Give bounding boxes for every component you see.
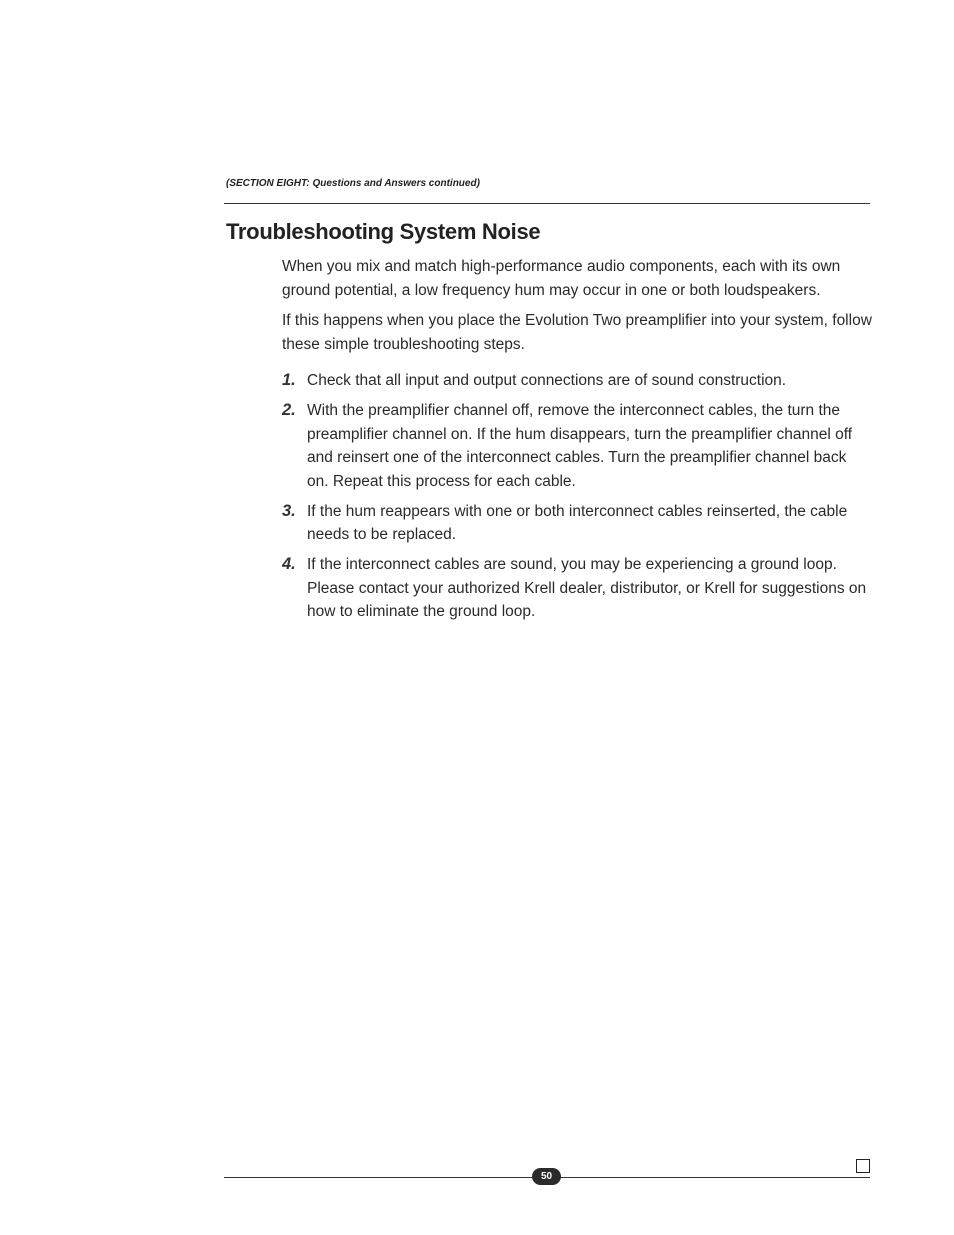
troubleshooting-steps-list (282, 369, 872, 630)
intro-paragraph: If this happens when you place the Evolution Two preamplifier into your system, follow these simple troubleshooting steps. (282, 312, 872, 353)
step-number: 2. (282, 401, 296, 419)
corner-marker (856, 1159, 870, 1173)
section-header: (SECTION EIGHT: Questions and Answers continued) (226, 178, 480, 189)
step-number: 1. (282, 371, 296, 389)
step-item (282, 399, 872, 493)
intro-paragraph: When you mix and match high-performance audio components, each with its own ground potential, a low frequency hum may occur in one or both loudspeakers. (282, 258, 841, 299)
step-number: 3. (282, 501, 296, 520)
step-number: 4. (282, 555, 296, 573)
step-text: Check that all input and output connections are of sound construction. (307, 372, 787, 389)
step-text: If the interconnect cables are sound, you may be experiencing a ground loop. Please contact your authorized Krell dealer, distributor, or Krell for suggestions on how to eliminate the ground loop. (307, 556, 867, 620)
header-divider (224, 203, 870, 204)
step-text: With the preamplifier channel off, remove the interconnect cables, the turn the preamplifier channel on. If the hum disappears, turn the preamplifier channel off and reinsert one of the interconnect cables. Turn the preamplifier channel back on. Repeat this process for each cable. (307, 402, 853, 490)
step-item (282, 500, 872, 547)
page-number-badge: 50 (532, 1168, 561, 1185)
page-title: Troubleshooting System Noise (226, 219, 541, 244)
step-item (282, 553, 872, 624)
step-text: If the hum reappears with one or both interconnect cables reinserted, the cable needs to be replaced. (307, 502, 848, 543)
step-item (282, 369, 872, 393)
